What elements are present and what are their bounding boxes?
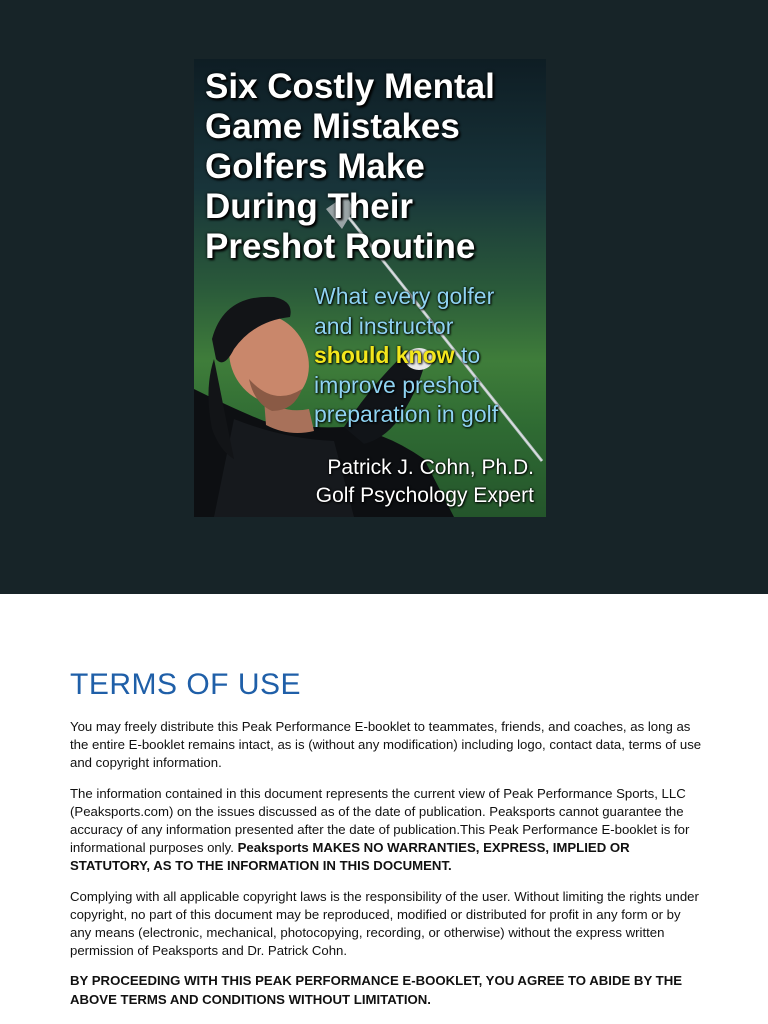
cover-subtitle-line: What every golfer <box>314 283 495 309</box>
cover-subtitle-highlight: should know <box>314 342 455 368</box>
cover-subtitle-line: and instructor <box>314 312 454 339</box>
terms-heading: TERMS OF USE <box>70 668 302 701</box>
terms-paragraph-distribution: You may freely distribute this Peak Performance E-booklet to teammates, friends, and coaches, as long as the entire E-booklet remains intact, as is (without any modification) including logo, contact data, terms of use and copyright information. <box>70 719 702 771</box>
terms-of-use-section <box>70 666 702 1021</box>
cover-subtitle-line: preparation in golf <box>314 401 499 427</box>
terms-paragraph-information <box>70 785 702 876</box>
terms-paragraph-text: The information contained in this document represents the current view of Peak Performance Sports, LLC (Peaksports.com) on the issues discussed as of the date of publication. Peaksports cannot guarantee the accuracy of any information presented after the date of publication.This Peak Performance E-booklet is for informational purposes only. <box>70 785 690 856</box>
cover-subtitle-line: improve preshot <box>314 371 479 398</box>
cover-title <box>205 67 545 267</box>
cover-subtitle-line <box>314 341 544 371</box>
terms-paragraph-copyright: Complying with all applicable copyright laws is the responsibility of the user. Without limiting the rights under copyright, no part of this document may be reproduced, modified or distributed for profit in any form or by any means (electronic, mechanical, photocopying, recording, or otherwise) without the express written permission of Peaksports and Dr. Patrick Cohn. <box>70 888 699 959</box>
terms-paragraph-agreement <box>70 972 702 1008</box>
cover-image <box>194 59 546 517</box>
cover-subtitle <box>314 282 544 430</box>
cover-author <box>254 454 534 510</box>
terms-agreement-notice: BY PROCEEDING WITH THIS PEAK PERFORMANCE E-BOOKLET, YOU AGREE TO ABIDE BY THE ABOVE TERMS AND CONDITIONS WITHOUT LIMITATION. <box>70 973 683 1007</box>
author-name: Patrick J. Cohn, Ph.D. <box>327 456 534 479</box>
author-title: Golf Psychology Expert <box>315 484 534 507</box>
cover-title-line: During Their <box>205 187 414 226</box>
cover-title-line: Six Costly Mental <box>205 67 495 106</box>
cover-title-line: Golfers Make <box>205 147 425 186</box>
cover-title-line: Game Mistakes <box>205 107 460 146</box>
cover-subtitle-text: to <box>454 342 481 368</box>
cover-title-line: Preshot Routine <box>205 227 476 266</box>
terms-warranty-notice: Peaksports MAKES NO WARRANTIES, EXPRESS, IMPLIED OR STATUTORY, AS TO THE INFORMATION IN THIS DOCUMENT. <box>70 840 630 874</box>
